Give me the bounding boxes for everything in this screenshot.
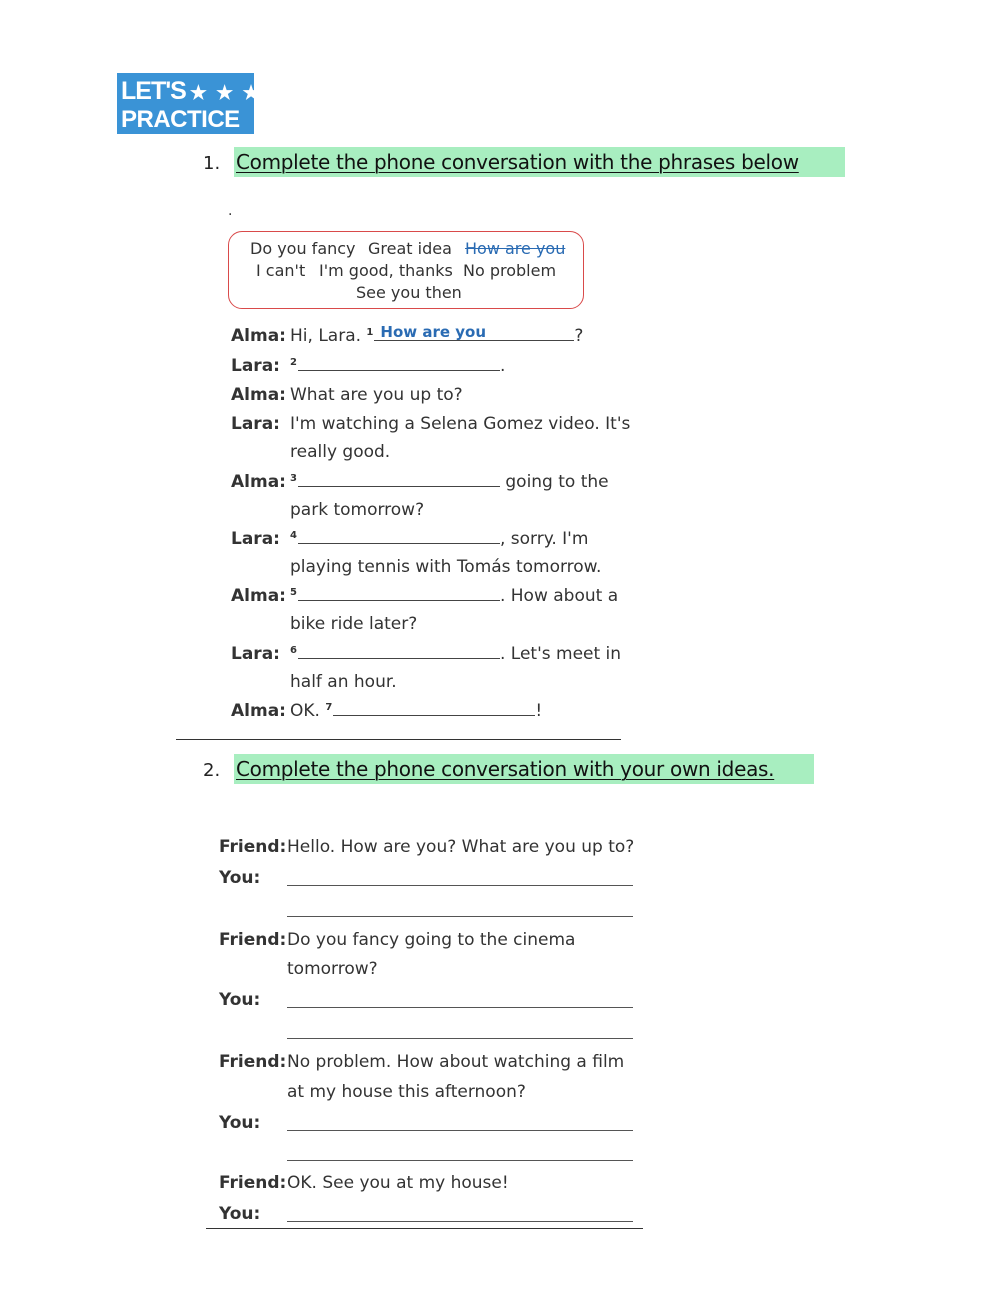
phrase: I'm good, thanks bbox=[319, 261, 453, 280]
dialog-line: $^3$ going to the bbox=[290, 472, 609, 492]
speaker-label: Lara: bbox=[231, 414, 280, 434]
section1-heading: Complete the phone conversation with the phrases below bbox=[234, 147, 845, 177]
speaker-label: Friend: bbox=[219, 837, 287, 857]
speaker-label: Friend: bbox=[219, 930, 287, 950]
speaker-label: Lara: bbox=[231, 356, 280, 376]
answer-line[interactable] bbox=[287, 1007, 633, 1008]
speaker-label: Alma: bbox=[231, 701, 286, 721]
phrase: Do you fancy bbox=[250, 239, 356, 258]
answer-text: How are you bbox=[380, 323, 487, 341]
stray-dot: . bbox=[228, 203, 233, 219]
answer-line[interactable] bbox=[287, 1160, 633, 1161]
section2-number: 2. bbox=[203, 760, 221, 781]
dialog-line: Do you fancy going to the cinema bbox=[287, 930, 576, 950]
phrase: Great idea bbox=[368, 239, 452, 258]
answer-line[interactable] bbox=[287, 885, 633, 886]
dialog-line: OK. See you at my house! bbox=[287, 1173, 509, 1193]
answer-line[interactable] bbox=[287, 916, 633, 917]
answer-line[interactable] bbox=[287, 1130, 633, 1131]
answer-blank[interactable] bbox=[298, 356, 500, 371]
dialog-line: half an hour. bbox=[290, 672, 397, 692]
speaker-label: Friend: bbox=[219, 1173, 287, 1193]
section-divider bbox=[176, 739, 621, 740]
dialog-line: bike ride later? bbox=[290, 614, 418, 634]
phrase-used: How are you bbox=[465, 239, 566, 258]
bottom-divider bbox=[206, 1228, 643, 1229]
answer-line[interactable] bbox=[287, 1221, 633, 1222]
answer-blank[interactable] bbox=[298, 472, 500, 487]
answer-blank[interactable] bbox=[298, 644, 500, 659]
dialog-line: at my house this afternoon? bbox=[287, 1082, 526, 1102]
answer-blank[interactable] bbox=[333, 701, 535, 716]
dialog-line: playing tennis with Tomás tomorrow. bbox=[290, 557, 602, 577]
dialog-line: really good. bbox=[290, 442, 391, 462]
section2-heading: Complete the phone conversation with your own ideas. bbox=[234, 754, 814, 784]
logo-line2: PRACTICE bbox=[121, 106, 240, 133]
dialog-line: I'm watching a Selena Gomez video. It's bbox=[290, 414, 631, 434]
dialog-line: $^2$ . bbox=[290, 356, 506, 376]
logo-line1: LET'S bbox=[121, 77, 186, 105]
lets-practice-logo bbox=[117, 73, 262, 134]
star-icon: ★ ★ ★ bbox=[189, 83, 262, 104]
dialog-line: Hello. How are you? What are you up to? bbox=[287, 837, 635, 857]
dialog-line: tomorrow? bbox=[287, 959, 378, 979]
speaker-label: You: bbox=[219, 1113, 261, 1133]
phrase: No problem bbox=[463, 261, 557, 280]
speaker-label: Friend: bbox=[219, 1052, 287, 1072]
dialog-line: OK. $^7$ ! bbox=[290, 701, 543, 721]
speaker-label: Lara: bbox=[231, 529, 280, 549]
speaker-label: Alma: bbox=[231, 326, 286, 346]
speaker-label: Alma: bbox=[231, 586, 286, 606]
speaker-label: Lara: bbox=[231, 644, 280, 664]
dialog-line: $^5$ . How about a bbox=[290, 586, 619, 606]
dialog-line: park tomorrow? bbox=[290, 500, 425, 520]
section1-number: 1. bbox=[203, 153, 221, 174]
dialog-line: No problem. How about watching a film bbox=[287, 1052, 625, 1072]
speaker-label: Alma: bbox=[231, 472, 286, 492]
speaker-label: You: bbox=[219, 868, 261, 888]
phrase-box bbox=[228, 231, 584, 309]
dialog-line: $^6$ . Let's meet in bbox=[290, 644, 622, 664]
answer-blank[interactable] bbox=[298, 586, 500, 601]
answer-line[interactable] bbox=[287, 1038, 633, 1039]
speaker-label: You: bbox=[219, 990, 261, 1010]
speaker-label: Alma: bbox=[231, 385, 286, 405]
phrase: I can't bbox=[256, 261, 306, 280]
phrase: See you then bbox=[356, 283, 462, 302]
dialog-line: What are you up to? bbox=[290, 385, 463, 405]
speaker-label: You: bbox=[219, 1204, 261, 1224]
answer-blank[interactable] bbox=[298, 529, 500, 544]
dialog-line: Hi, Lara. $^1$ How are you ? bbox=[290, 323, 584, 346]
dialog-line: $^4$ , sorry. I'm bbox=[290, 529, 589, 549]
